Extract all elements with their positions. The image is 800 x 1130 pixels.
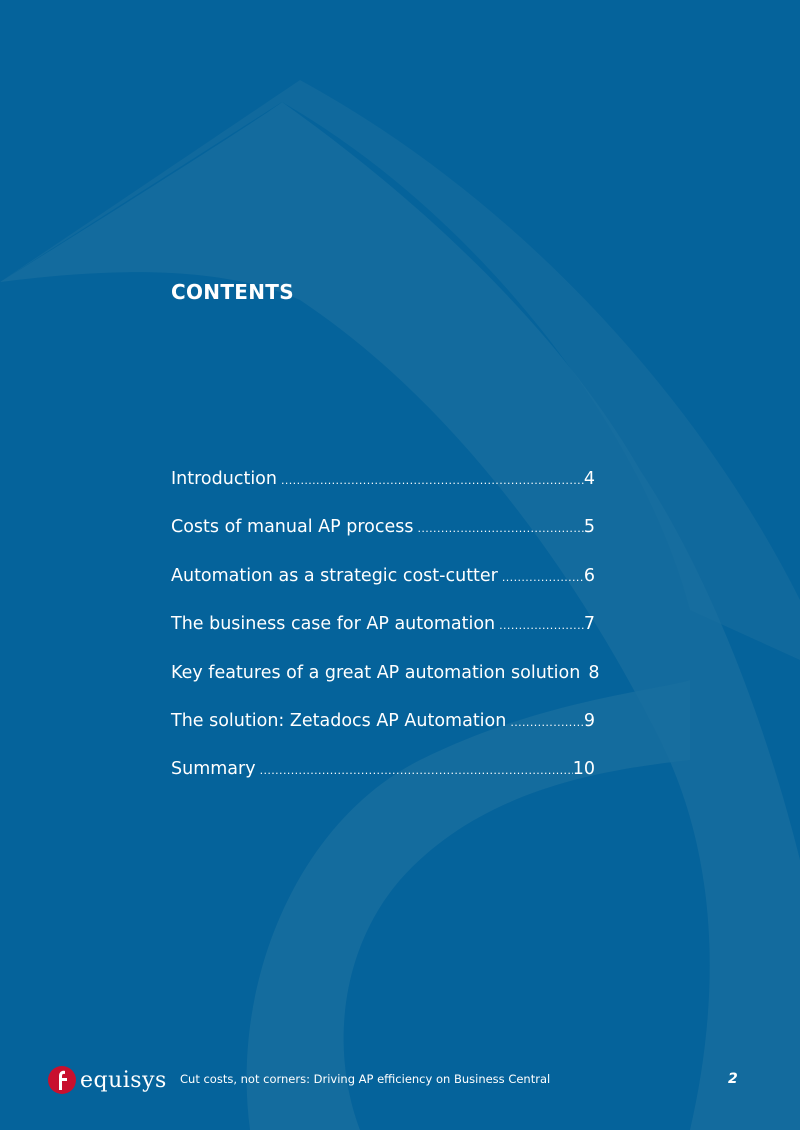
toc-dot-leader: [498, 565, 584, 591]
equisys-logo-mark-icon: [48, 1064, 76, 1096]
page-number: 2: [728, 1071, 738, 1087]
toc-entry-page: 8: [588, 662, 600, 683]
toc-entry-title: Costs of manual AP process: [171, 517, 414, 538]
toc-dot-leader: [256, 758, 573, 784]
equisys-wordmark: equisys: [80, 1067, 167, 1093]
toc-entry-page: 7: [583, 614, 595, 635]
toc-dot-leader: [495, 613, 584, 639]
toc-entry-title: Automation as a strategic cost-cutter: [171, 565, 498, 586]
toc-entry-costs-manual-ap[interactable]: [171, 514, 595, 562]
footer-tagline: Cut costs, not corners: Driving AP efficiency on Business Central: [180, 1072, 551, 1086]
toc-entry-title: The business case for AP automation: [171, 614, 496, 635]
toc-entry-page: 4: [583, 469, 595, 489]
toc-dot-leader: [413, 516, 583, 542]
toc-entry-title: Summary: [171, 759, 256, 780]
toc-entry-summary[interactable]: [171, 756, 595, 804]
toc-entry-page: 9: [583, 710, 595, 731]
toc-entry-key-features[interactable]: [171, 660, 600, 708]
toc-entry-title: The solution: Zetadocs AP Automation: [171, 710, 507, 731]
equisys-logo: [48, 1064, 167, 1096]
toc-entry-title: Key features of a great AP automation solution: [171, 662, 581, 683]
toc-entry-automation-cost-cutter[interactable]: [171, 563, 595, 611]
contents-heading: CONTENTS: [171, 280, 294, 304]
toc-entry-solution-zetadocs[interactable]: [171, 708, 595, 756]
table-of-contents: [171, 466, 600, 805]
toc-entry-page: 10: [572, 759, 595, 780]
toc-entry-introduction[interactable]: [171, 466, 595, 514]
toc-entry-title: Introduction: [171, 469, 277, 489]
toc-entry-business-case[interactable]: [171, 611, 595, 659]
toc-dot-leader: [506, 710, 584, 736]
toc-dot-leader: [277, 468, 584, 494]
toc-entry-page: 6: [583, 565, 595, 586]
page-footer: [0, 1062, 800, 1098]
toc-entry-page: 5: [583, 517, 595, 538]
